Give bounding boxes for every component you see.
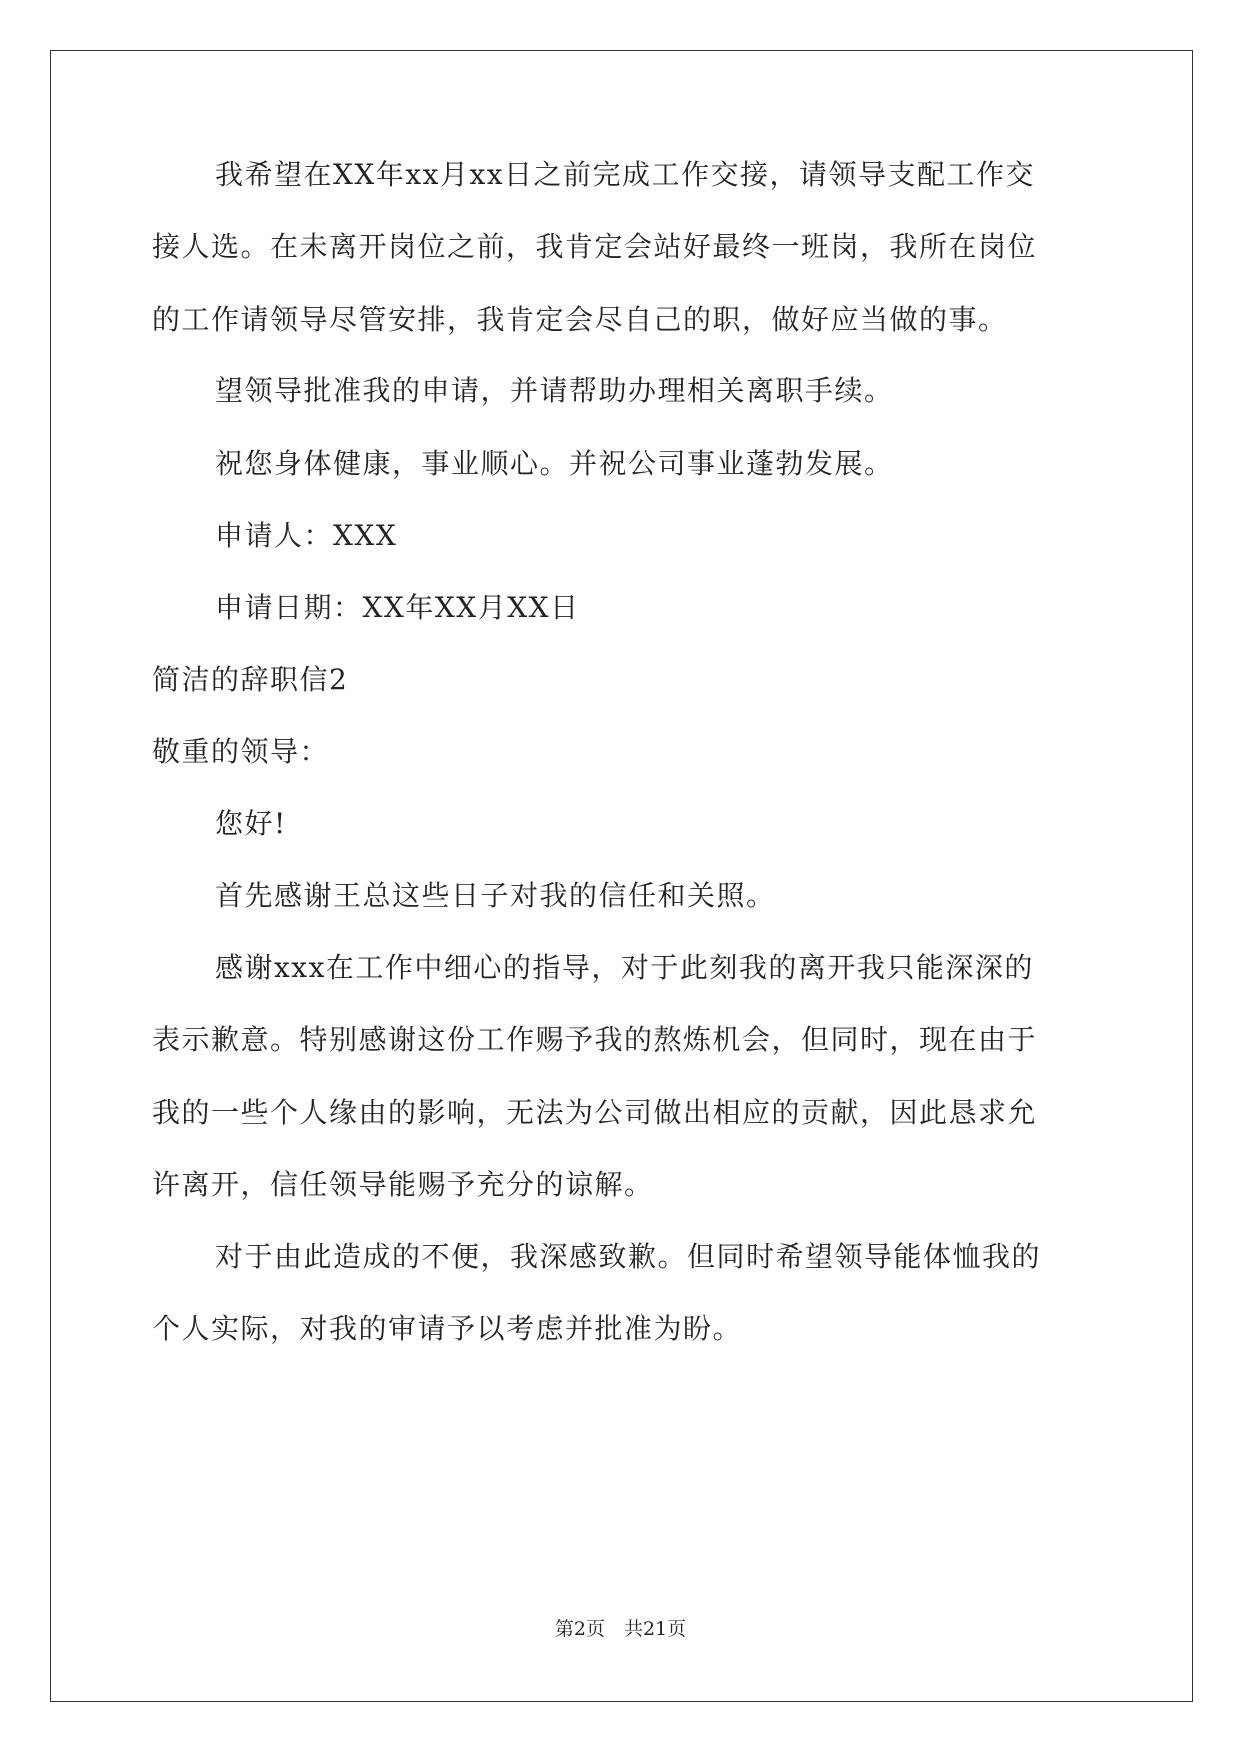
paragraph-line: 首先感谢王总这些日子对我的信任和关照。 xyxy=(215,879,776,912)
paragraph-line: 祝您身体健康，事业顺心。并祝公司事业蓬勃发展。 xyxy=(215,447,894,480)
section-heading: 简洁的辞职信2 xyxy=(152,663,349,696)
applicant-line: 申请人：XXX xyxy=(215,519,398,552)
paragraph-line: 许离开，信任领导能赐予充分的谅解。 xyxy=(152,1168,654,1201)
page-number-footer: 第2页 共21页 xyxy=(554,1618,687,1640)
paragraph-line: 接人选。在未离开岗位之前，我肯定会站好最终一班岗，我所在岗位 xyxy=(152,230,1038,263)
paragraph-line: 表示歉意。特别感谢这份工作赐予我的熬炼机会，但同时，现在由于 xyxy=(152,1023,1038,1056)
greeting: 您好! xyxy=(215,807,287,840)
paragraph-line: 感谢xxx在工作中细心的指导，对于此刻我的离开我只能深深的 xyxy=(215,951,1034,984)
paragraph-line: 的工作请领导尽管安排，我肯定会尽自己的职，做好应当做的事。 xyxy=(152,303,1008,336)
salutation: 敬重的领导： xyxy=(152,735,330,768)
paragraph-line: 望领导批准我的申请，并请帮助办理相关离职手续。 xyxy=(215,374,894,407)
paragraph-line: 我的一些个人缘由的影响，无法为公司做出相应的贡献，因此恳求允 xyxy=(152,1096,1038,1129)
paragraph-line: 我希望在XX年xx月xx日之前完成工作交接，请领导支配工作交 xyxy=(215,158,1036,191)
paragraph-line: 个人实际，对我的审请予以考虑并批准为盼。 xyxy=(152,1312,743,1345)
date-line: 申请日期：XX年XX月XX日 xyxy=(215,591,580,624)
paragraph-line: 对于由此造成的不便，我深感致歉。但同时希望领导能体恤我的 xyxy=(215,1240,1042,1273)
page-border xyxy=(50,50,1193,1702)
